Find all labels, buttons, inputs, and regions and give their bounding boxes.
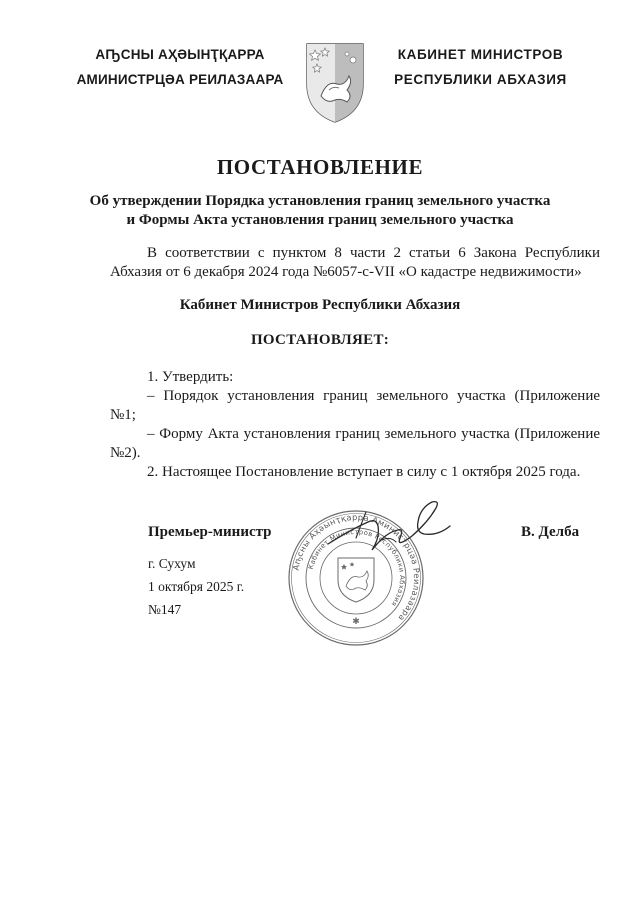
document-subject bbox=[60, 192, 580, 230]
svg-text:✱: ✱ bbox=[352, 617, 360, 627]
decree-items bbox=[110, 368, 600, 482]
coat-of-arms-emblem bbox=[303, 38, 367, 124]
header-right-ministry bbox=[378, 42, 583, 92]
item-1b-line-2: №2). bbox=[110, 445, 141, 461]
document-number: №147 bbox=[148, 602, 182, 617]
header-left-ministry bbox=[70, 42, 290, 92]
preamble-line-2: Абхазия от 6 декабря 2024 года №6057-с-VII «О кадастре недвижимости» bbox=[110, 264, 582, 280]
seal-inner-text: Кабинет Министров Республики Абхазия bbox=[306, 527, 407, 608]
issuer-line: Кабинет Министров Республики Абхазия bbox=[179, 297, 461, 313]
preamble-line-1: В соответствии с пунктом 8 части 2 статьи 6 Закона Республики bbox=[147, 245, 600, 261]
subject-line-2: и Формы Акта установления границ земельного участка bbox=[126, 212, 514, 228]
header-left-line2: АМИНИСТРЦӘА РЕИЛАЗААРА bbox=[76, 72, 284, 87]
signatory-name: В. Делба bbox=[521, 524, 580, 540]
header-right-line2: РЕСПУБЛИКИ АБХАЗИЯ bbox=[394, 72, 567, 87]
document-city: г. Сухум bbox=[148, 556, 196, 571]
document-title: ПОСТАНОВЛЕНИЕ bbox=[216, 155, 424, 179]
item-2: 2. Настоящее Постановление вступает в силу с 1 октября 2025 года. bbox=[147, 464, 581, 480]
item-1b-line-1: – Форму Акта установления границ земельного участка (Приложение bbox=[147, 426, 600, 442]
preamble-paragraph bbox=[110, 244, 600, 282]
item-1: 1. Утвердить: bbox=[147, 369, 234, 385]
header-right-line1: КАБИНЕТ МИНИСТРОВ bbox=[397, 47, 564, 62]
item-1a-line-2: №1; bbox=[110, 407, 136, 423]
header-left-line1: АҦСНЫ АҲӘЫНҬҚАРРА bbox=[95, 47, 265, 62]
item-1a-line-1: – Порядок установления границ земельного участка (Приложение bbox=[147, 388, 600, 404]
signatory-position: Премьер-министр bbox=[148, 524, 272, 540]
seal-outer-text: Аҧсны Аҳәынҭқарра Аминистрцәа Реилазаара bbox=[290, 511, 423, 624]
decrees-heading: ПОСТАНОВЛЯЕТ: bbox=[250, 332, 390, 348]
document-date: 1 октября 2025 г. bbox=[148, 579, 245, 594]
handwritten-signature bbox=[320, 492, 470, 562]
subject-line-1: Об утверждении Порядка установления границ земельного участка bbox=[89, 193, 551, 209]
